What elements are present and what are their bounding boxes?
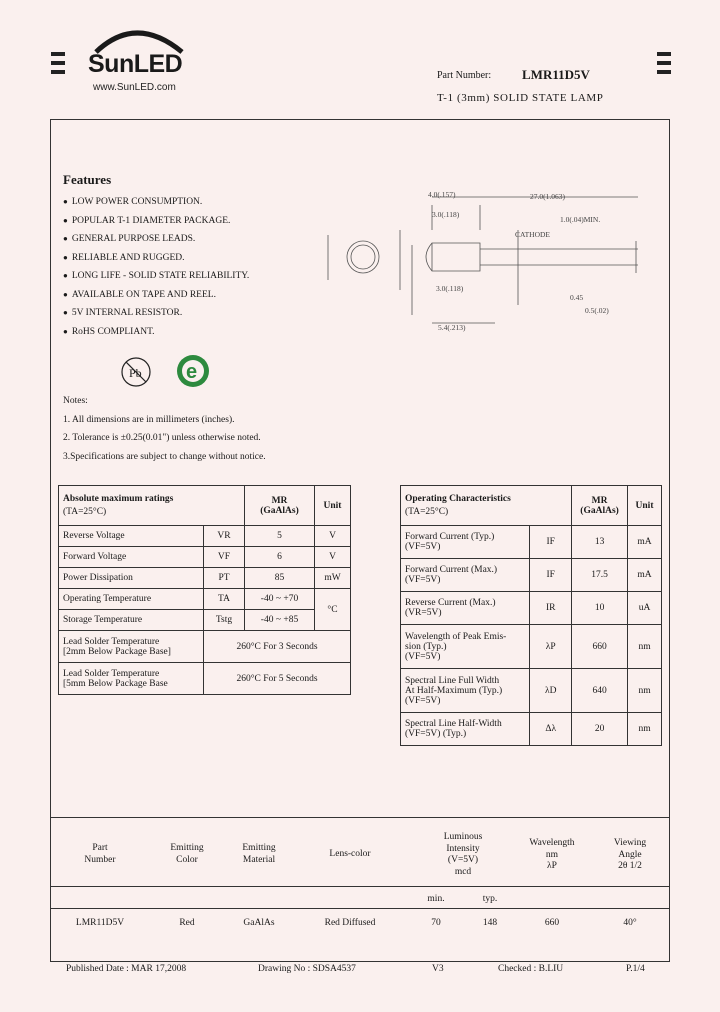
notes-block: [63, 394, 266, 468]
table-row: Lead Solder Temperature [5mm Below Package Base 260°C For 5 Seconds: [59, 663, 351, 695]
abs-max-table: [58, 485, 351, 695]
table-row: Forward Voltage VF 6 V: [59, 547, 351, 568]
abs-col-unit: Unit: [315, 486, 351, 526]
feature-item: ● GENERAL PURPOSE LEADS.: [63, 232, 249, 251]
feature-item: ● AVAILABLE ON TAPE AND REEL.: [63, 288, 249, 307]
lead-label: 0.45: [570, 293, 584, 302]
product-subtitle: T-1 (3mm) SOLID STATE LAMP: [437, 92, 604, 104]
operating-characteristics-table: [400, 485, 662, 746]
features-list: [63, 195, 249, 343]
published-date: Published Date : MAR 17,2008: [66, 964, 187, 974]
checked-by: Checked : B.LIU: [498, 964, 564, 974]
table-row: Forward Current (Typ.) (VF=5V) IF 13 mA: [401, 526, 662, 559]
table-row: Spectral Line Half-Width (VF=5V) (Typ.) Δλ 20 nm: [401, 713, 662, 746]
notes-title: Notes:: [63, 396, 88, 406]
dim-label: 3.0(.118): [432, 210, 460, 219]
feature-item: ● RELIABLE AND RUGGED.: [63, 251, 249, 270]
part-number-label: Part Number:: [437, 70, 492, 81]
col-emitting-color: Emitting Color: [170, 843, 204, 865]
dim-label: 27.0(1.063): [530, 192, 565, 201]
right-marker-bars: [657, 52, 671, 79]
divider: [50, 908, 670, 909]
abs-table-cond: (TA=25°C): [63, 507, 107, 517]
table-row: Reverse Current (Max.) (VR=5V) IR 10 uA: [401, 592, 662, 625]
version: V3: [432, 964, 444, 974]
dim-label: 0.5(.02): [585, 306, 609, 315]
note-item: 1. All dimensions are in millimeters (inches).: [63, 414, 235, 425]
feature-item: ● LONG LIFE - SOLID STATE RELIABILITY.: [63, 269, 249, 288]
col-luminous-intensity: Luminous Intensity (V=5V) mcd: [443, 832, 483, 877]
table-row: Reverse Voltage VR 5 V: [59, 526, 351, 547]
table-row: Storage Temperature Tstg -40 ~ +85: [59, 610, 351, 631]
feature-item: ● RoHS COMPLIANT.: [63, 325, 249, 344]
col-emitting-material: Emitting Material: [242, 843, 276, 865]
page-number: P.1/4: [626, 964, 645, 974]
table-row: Power Dissipation PT 85 mW: [59, 568, 351, 589]
logo-text: SunLED: [88, 50, 183, 78]
min-label: min.: [427, 894, 445, 904]
op-col-mat: (GaAlAs): [580, 505, 619, 516]
part-number-value: LMR11D5V: [522, 67, 590, 82]
feature-item: ● 5V INTERNAL RESISTOR.: [63, 306, 249, 325]
dim-label: 1.0(.04)MIN.: [560, 215, 601, 224]
website-url[interactable]: www.SunLED.com: [93, 82, 176, 93]
op-col-mr: MR: [591, 495, 608, 506]
eco-text: e: [186, 361, 198, 383]
table-row: Spectral Line Full Width At Half-Maximum (Typ.) (VF=5V) λD 640 nm: [401, 669, 662, 713]
cathode-label: CATHODE: [515, 230, 550, 239]
dim-label: 4.0(.157): [428, 190, 456, 199]
divider: [50, 817, 670, 818]
led-dimension-drawing: [320, 185, 660, 335]
col-lens-color: Lens-color: [329, 849, 371, 859]
abs-col-mat: (GaAlAs): [260, 505, 299, 516]
col-part-number: Part Number: [84, 843, 116, 865]
drawing-number: Drawing No : SDSA4537: [258, 964, 356, 974]
features-title: Features: [63, 172, 112, 187]
feature-item: ● POPULAR T-1 DIAMETER PACKAGE.: [63, 214, 249, 233]
typ-label: typ.: [482, 894, 498, 904]
table-row: Operating Temperature TA -40 ~ +70 °C: [59, 589, 351, 610]
abs-table-title: Absolute maximum ratings: [63, 494, 174, 504]
op-col-unit: Unit: [628, 486, 662, 526]
table-row: Forward Current (Max.) (VF=5V) IF 17.5 mA: [401, 559, 662, 592]
op-table-title: Operating Characteristics: [405, 494, 511, 504]
dim-label: 3.0(.118): [436, 284, 464, 293]
left-marker-bars: [51, 52, 65, 79]
col-wavelength: Wavelength nm λP: [529, 838, 575, 871]
pb-text: Pb: [129, 366, 142, 380]
feature-item: ● LOW POWER CONSUMPTION.: [63, 195, 249, 214]
abs-col-mr: MR: [271, 495, 288, 506]
divider: [50, 886, 670, 887]
table-row: Wavelength of Peak Emis- sion (Typ.) (VF=5V) λP 660 nm: [401, 625, 662, 669]
col-viewing-angle: Viewing Angle 2θ 1/2: [613, 838, 647, 871]
rohs-eco-badge: [174, 352, 212, 390]
dim-label: 5.4(.213): [438, 323, 466, 332]
note-item: 2. Tolerance is ±0.25(0.01") unless otherwise noted.: [63, 433, 261, 443]
table-row: Lead Solder Temperature [2mm Below Package Base] 260°C For 3 Seconds: [59, 631, 351, 663]
pb-free-badge: [118, 354, 154, 390]
note-item: 3.Specifications are subject to change without notice.: [63, 451, 266, 462]
op-table-cond: (TA=25°C): [405, 507, 449, 517]
